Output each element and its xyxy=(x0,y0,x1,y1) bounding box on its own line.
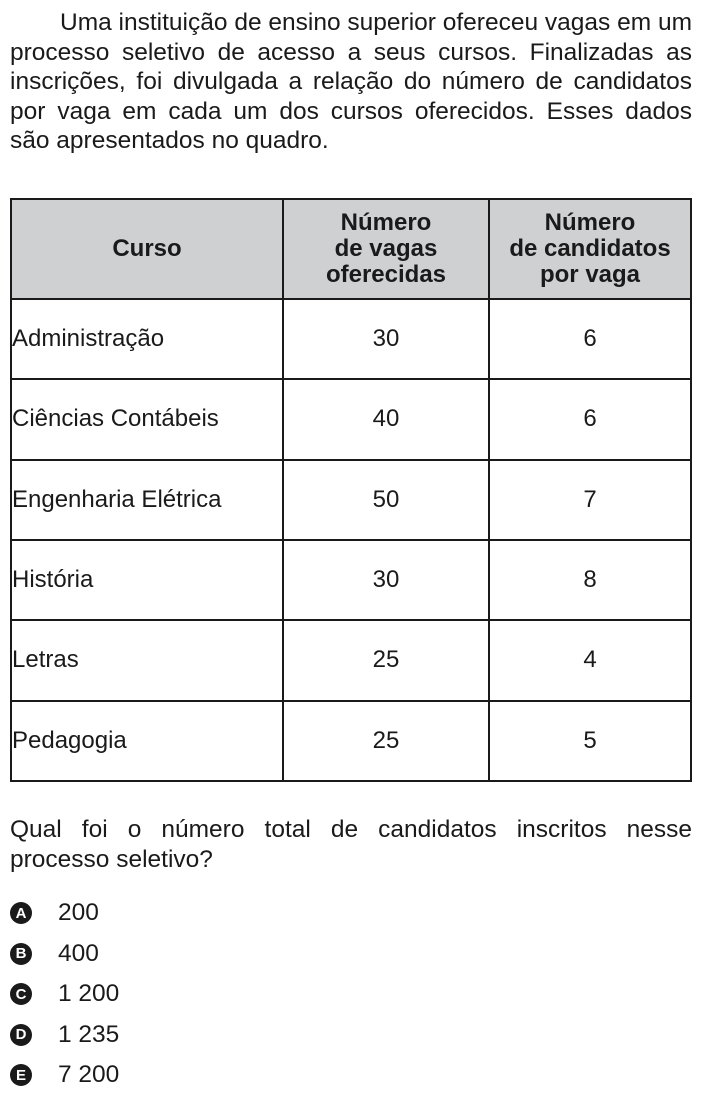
option-letter-badge: B xyxy=(10,943,32,965)
answer-option-d[interactable] xyxy=(10,1015,119,1056)
cell-curso: Ciências Contábeis xyxy=(11,379,283,459)
header-curso: Curso xyxy=(11,199,283,299)
header-vagas-line: de vagas xyxy=(334,235,438,262)
option-text: 200 xyxy=(58,899,99,927)
option-letter-badge: E xyxy=(10,1064,32,1086)
table-row xyxy=(11,620,691,700)
table-row xyxy=(11,460,691,540)
answer-option-e[interactable] xyxy=(10,1055,119,1096)
table-row xyxy=(11,701,691,781)
cell-vagas: 40 xyxy=(283,379,489,459)
option-text: 400 xyxy=(58,939,99,967)
header-candidatos xyxy=(489,199,691,299)
cell-candidatos: 6 xyxy=(489,379,691,459)
cell-candidatos: 7 xyxy=(489,460,691,540)
cell-vagas: 30 xyxy=(283,540,489,620)
answer-options xyxy=(10,893,119,1096)
header-vagas xyxy=(283,199,489,299)
header-candidatos-line: Número xyxy=(544,209,636,236)
cell-vagas: 50 xyxy=(283,460,489,540)
cell-vagas: 25 xyxy=(283,701,489,781)
option-letter-badge: C xyxy=(10,983,32,1005)
cell-curso: Pedagogia xyxy=(11,701,283,781)
option-text: 7 200 xyxy=(58,1061,120,1089)
cell-candidatos: 8 xyxy=(489,540,691,620)
table-header-row xyxy=(11,199,691,299)
intro-text: Uma instituição de ensino superior ofereceu vagas em um processo seletivo de acesso a seus cursos. Finalizadas as inscrições, foi divulgada a relação do número de candidatos por vaga em cada um dos cursos oferecidos. Esses dados são apresentados no quadro. xyxy=(10,9,692,154)
cell-curso: História xyxy=(11,540,283,620)
answer-option-a[interactable] xyxy=(10,893,119,934)
header-candidatos-line: por vaga xyxy=(539,261,641,288)
table-row xyxy=(11,379,691,459)
cell-candidatos: 4 xyxy=(489,620,691,700)
option-letter-badge: A xyxy=(10,902,32,924)
cell-vagas: 25 xyxy=(283,620,489,700)
option-letter-badge: D xyxy=(10,1024,32,1046)
header-vagas-line: Número xyxy=(340,209,432,236)
option-text: 1 200 xyxy=(58,980,120,1008)
courses-table xyxy=(10,198,692,782)
cell-candidatos: 5 xyxy=(489,701,691,781)
option-text: 1 235 xyxy=(58,1020,120,1048)
cell-vagas: 30 xyxy=(283,299,489,379)
cell-candidatos: 6 xyxy=(489,299,691,379)
cell-curso: Administração xyxy=(11,299,283,379)
table-row xyxy=(11,299,691,379)
header-vagas-line: oferecidas xyxy=(325,261,447,288)
question-text: Qual foi o número total de candidatos inscritos nesse processo seletivo? xyxy=(10,816,692,873)
answer-option-b[interactable] xyxy=(10,934,119,975)
table-row xyxy=(11,540,691,620)
header-candidatos-line: de candidatos xyxy=(509,235,671,262)
answer-option-c[interactable] xyxy=(10,974,119,1015)
cell-curso: Engenharia Elétrica xyxy=(11,460,283,540)
cell-curso: Letras xyxy=(11,620,283,700)
